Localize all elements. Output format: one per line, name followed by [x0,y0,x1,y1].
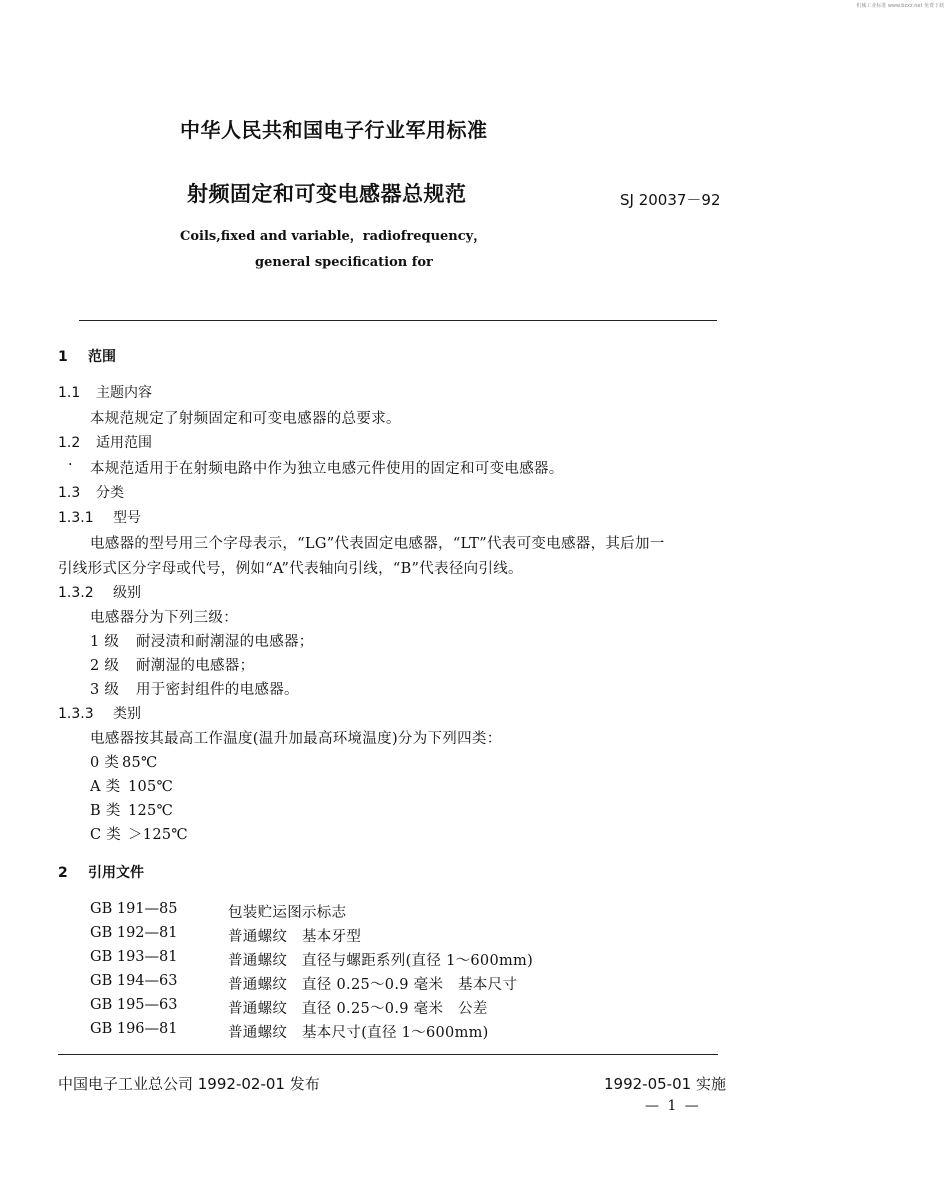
reference-title: 普通螺纹 直径 0.25～0.9 毫米 公差 [228,1001,488,1017]
grade-item [90,630,314,651]
reference-code: GB 191—85 [90,901,178,917]
section-1-3-1-text-line1: 电感器的型号用三个字母表示，“LG”代表固定电感器，“LT”代表可变电感器，其后加一 [90,536,665,552]
reference-title: 普通螺纹 基本尺寸(直径 1～600mm) [228,1025,489,1041]
grade-item [90,654,254,675]
reference-code: GB 196—81 [90,1021,178,1037]
section-1-3-2-intro: 电感器分为下列三级： [90,610,238,626]
reference-title: 普通螺纹 基本牙型 [228,929,362,945]
reference-title: 普通螺纹 直径 0.25～0.9 毫米 基本尺寸 [228,977,518,993]
grade-item [90,678,299,699]
class-temp: 105℃ [128,779,174,795]
section-1-3-3-heading [58,703,141,723]
class-label: B 类 [90,803,121,819]
section-title: 级别 [113,585,141,601]
section-number: 1.2 [58,435,81,451]
english-title-line1: Coils,fixed and variable，radiofrequency， [180,229,487,244]
section-title: 类别 [113,706,141,722]
reference-code: GB 192—81 [90,925,178,941]
section-number: 1.3 [58,485,81,501]
section-1-3-3-intro: 电感器按其最高工作温度(温升加最高环境温度)分为下列四类： [90,731,502,747]
reference-code: GB 194—63 [90,973,178,989]
page-number: — 1 — [645,1098,701,1114]
section-1-1-text: 本规范规定了射频固定和可变电感器的总要求。 [90,411,401,427]
header-divider [79,320,717,321]
effective-date: 1992-05-01 实施 [604,1075,726,1093]
section-1-3-1-text-line2: 引线形式区分字母或代号，例如“A”代表轴向引线，“B”代表径向引线。 [58,561,523,577]
english-title-line2: general specification for [255,255,433,270]
reference-code: GB 193—81 [90,949,178,965]
grade-label: 1 级 [90,634,120,650]
class-label: 0 类 [90,755,120,771]
standard-code: SJ 20037－92 [620,191,721,209]
section-number: 2 [58,865,68,881]
class-label: A 类 [90,779,121,795]
section-1-3-2-heading [58,582,141,602]
class-item [90,799,173,820]
reference-code: GB 195—63 [90,997,178,1013]
class-item [90,775,173,796]
section-1-2-marker: · [68,457,73,473]
grade-desc: 耐潮湿的电感器； [136,658,255,674]
section-1-3-1-heading [58,507,141,527]
reference-title: 包装贮运图示标志 [228,905,347,921]
grade-label: 3 级 [90,682,120,698]
corner-watermark: 机械工业标准 www.bzxz.net 免费下载 [856,3,944,9]
class-temp: 125℃ [128,803,174,819]
standard-title: 中华人民共和国电子行业军用标准 [180,118,488,142]
section-number: 1.3.1 [58,510,94,526]
class-item [90,751,158,772]
section-title: 引用文件 [88,865,144,881]
issuer-line: 中国电子工业总公司 1992-02-01 发布 [58,1075,320,1093]
reference-title: 普通螺纹 直径与螺距系列(直径 1～600mm) [228,953,534,969]
section-number: 1 [58,349,68,365]
class-item [90,823,188,844]
grade-desc: 用于密封组件的电感器。 [136,682,299,698]
section-title: 型号 [113,510,141,526]
grade-label: 2 级 [90,658,120,674]
section-1-2-text: 本规范适用于在射频电路中作为独立电感元件使用的固定和可变电感器。 [90,461,564,477]
section-title: 分类 [96,485,124,501]
section-title: 主题内容 [96,385,152,401]
section-number: 1.3.3 [58,706,94,722]
section-title: 适用范围 [96,435,152,451]
section-1-3-heading [58,482,124,502]
section-number: 1.1 [58,385,81,401]
footer-divider [58,1054,718,1055]
spec-title: 射频固定和可变电感器总规范 [187,182,467,206]
class-temp: 85℃ [122,755,158,771]
section-title: 范围 [88,349,116,365]
section-2-heading [58,862,144,882]
section-1-heading [58,346,116,366]
class-temp: ＞125℃ [128,827,188,843]
grade-desc: 耐浸渍和耐潮湿的电感器； [136,634,314,650]
class-label: C 类 [90,827,122,843]
section-1-2-heading [58,432,152,452]
section-1-1-heading [58,382,152,402]
section-number: 1.3.2 [58,585,94,601]
